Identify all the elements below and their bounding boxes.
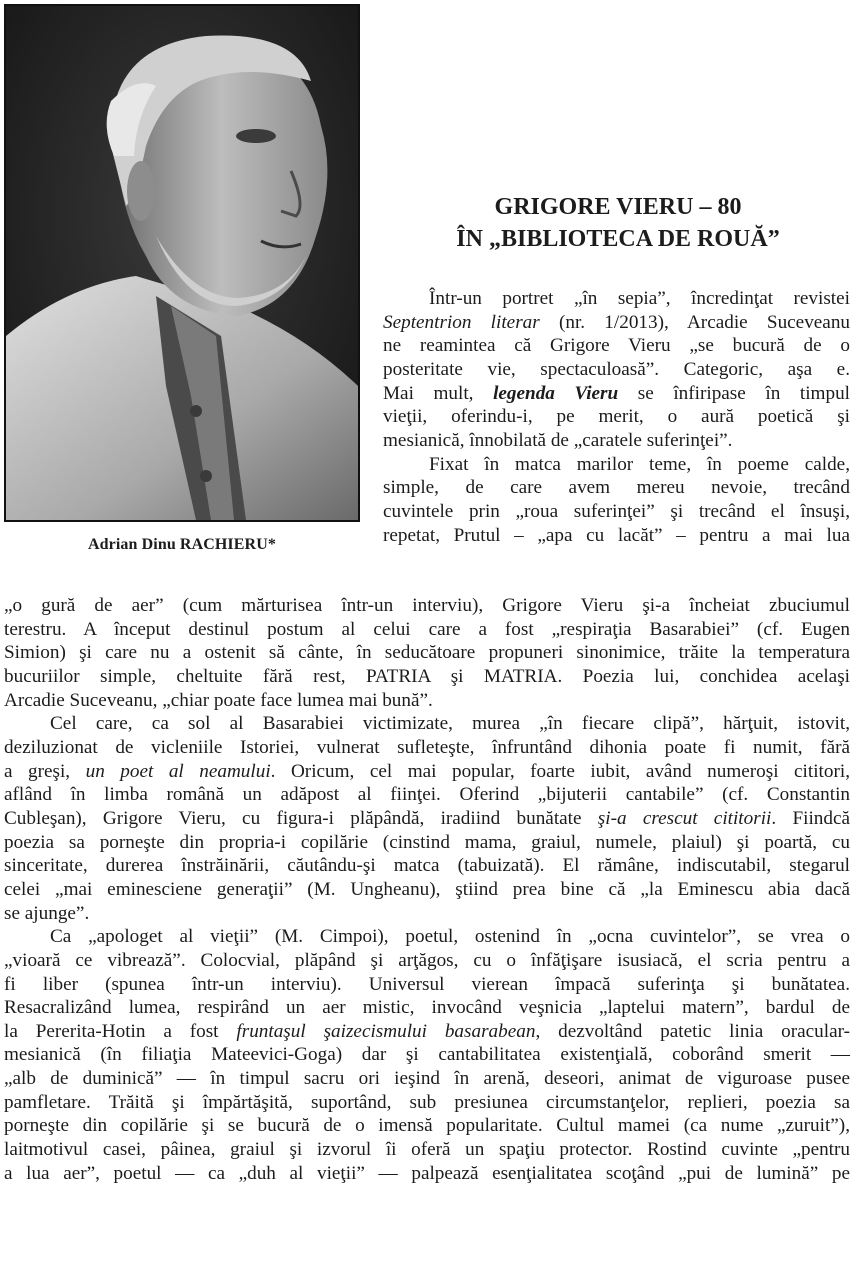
text-line: repetat, Prutul – „apa cu lacăt” – pentru a mai lua [383, 524, 850, 546]
title-line-1: GRIGORE VIERU – 80 [494, 194, 742, 220]
text-line: pamfletare. Trăită şi împărtăşită, suportând, sub presiunea circumstanţelor, replieri, poezia sa [4, 1091, 850, 1113]
text-line: simple, de care avem mereu nevoie, trecând [383, 477, 850, 499]
author-photo [4, 4, 360, 522]
text-line: celei „mai eminesciene generaţii” (M. Ungheanu), ştiind prea bine că „la Eminescu abia dacă [4, 878, 850, 900]
text-line: fi liber (spunea într-un interviu). Universul vierean împacă suferinţa şi bunătatea. [4, 973, 850, 995]
text-line: aflând în limba română un adăpost al fiinţei. Oferind „bijuterii cantabile” (cf. Constantin [4, 784, 850, 806]
text-line: Septentrion literar (nr. 1/2013), Arcadie Suceveanu [383, 311, 851, 333]
text-line: sinceritate, durerea înstrăinării, căutându-şi matca (tabuizată). El rămâne, indiscutabil, stegarul [4, 855, 850, 877]
text-line: ne reamintea că Grigore Vieru „se bucură de o [383, 335, 850, 357]
text-line: mesianică, înnobilată de „caratele suferinţei”. [383, 429, 733, 451]
text-line: „alb de duminică” — în timpul sacru ori ieşind în arenă, deseori, animat de viguroase pusee [4, 1068, 850, 1090]
text-line: la Pererita-Hotin a fost fruntaşul şaizecismului basarabean, dezvoltând patetic linia oracular- [4, 1020, 850, 1042]
text-line: Simion) şi care nu a ostenit să cânte, în seducătoare propuneri sinonimice, trăite la temperatura [4, 642, 850, 664]
text-line: mesianică (în filiaţia Mateevici-Goga) dar şi cantabilitatea existenţială, coborând smerit — [4, 1044, 850, 1066]
article-title [385, 191, 851, 255]
text-line: Ca „apologet al vieţii” (M. Cimpoi), poetul, ostenind în „ocna cuvintelor”, se vrea o [50, 926, 850, 948]
body-paragraphs [4, 594, 850, 1185]
text-line: laitmotivul casei, pâinea, graiul şi izvorul îi oferă un spaţiu protector. Rostind cuvinte „pentru [4, 1139, 850, 1161]
text-line: deziluzionat de vicleniile Istoriei, vulnerat sufleteşte, înfruntând dihonia poate fi numit, fără [4, 736, 850, 758]
title-line-2: ÎN „BIBLIOTECA DE ROUĂ” [456, 226, 780, 252]
text-line: posteritate vie, spectaculoasă”. Categoric, aşa e. [383, 358, 850, 380]
text-line: poezia sa porneşte din propria-i copilărie (cinstind mama, graiul, numele, plaiul) şi poartă, cu [4, 831, 850, 853]
text-line: a greşi, un poet al neamului. Oricum, cel mai popular, foarte iubit, având numeroşi cititori, [4, 760, 850, 782]
text-line: cuvintele prin „roua suferinţei” şi trecând el însuşi, [383, 500, 850, 522]
author-caption: Adrian Dinu RACHIERU* [88, 536, 276, 553]
text-line: Resacralizând lumea, respirând un aer mistic, invocând veşnicia „laptelui matern”, bardul de [4, 997, 850, 1019]
text-line: a lua aer”, poetul — ca „duh al vieţii” — palpează esenţialitatea scoţând „pui de lumină” pe [4, 1162, 850, 1184]
text-line: bucuriilor simple, cheltuite fără rest, PATRIA şi MATRIA. Poezia lui, conchidea acelaşi [4, 665, 850, 687]
intro-paragraphs [383, 287, 850, 547]
text-line: „vioară ce vibrează”. Colocvial, plăpând şi arţăgos, cu o înfăţişare isusiacă, el scria pentru a [4, 949, 850, 971]
text-line: terestru. A început destinul postum al celui care a fost „respiraţia Basarabiei” (cf. Eugen [4, 618, 850, 640]
text-line: Cel care, ca sol al Basarabiei victimizate, murea „în fiecare clipă”, hărţuit, istovit, [50, 713, 850, 735]
text-line: porneşte din copilărie şi se bucură de o imensă popularitate. Cultul mamei (ca nume „zuruit”), [4, 1115, 850, 1137]
author-portrait-image [6, 6, 358, 520]
text-line: vieţii, oferindu-i, pe merit, o aură poetică şi [383, 406, 850, 428]
text-line: Într-un portret „în sepia”, încredinţat revistei [429, 288, 850, 309]
text-line: Cubleşan), Grigore Vieru, cu figura-i plăpândă, iradiind bunătate şi-a crescut cititorii. Fiindcă [4, 807, 850, 829]
text-line: Mai mult, legenda Vieru se înfiripase în timpul [383, 382, 850, 404]
text-line: se ajunge”. [4, 902, 90, 924]
text-line: „o gură de aer” (cum mărturisea într-un interviu), Grigore Vieru şi-a încheiat zbuciumul [4, 595, 850, 616]
text-line: Fixat în matca marilor teme, în poeme calde, [429, 453, 850, 475]
text-line: Arcadie Suceveanu, „chiar poate face lumea mai bună”. [4, 689, 433, 711]
